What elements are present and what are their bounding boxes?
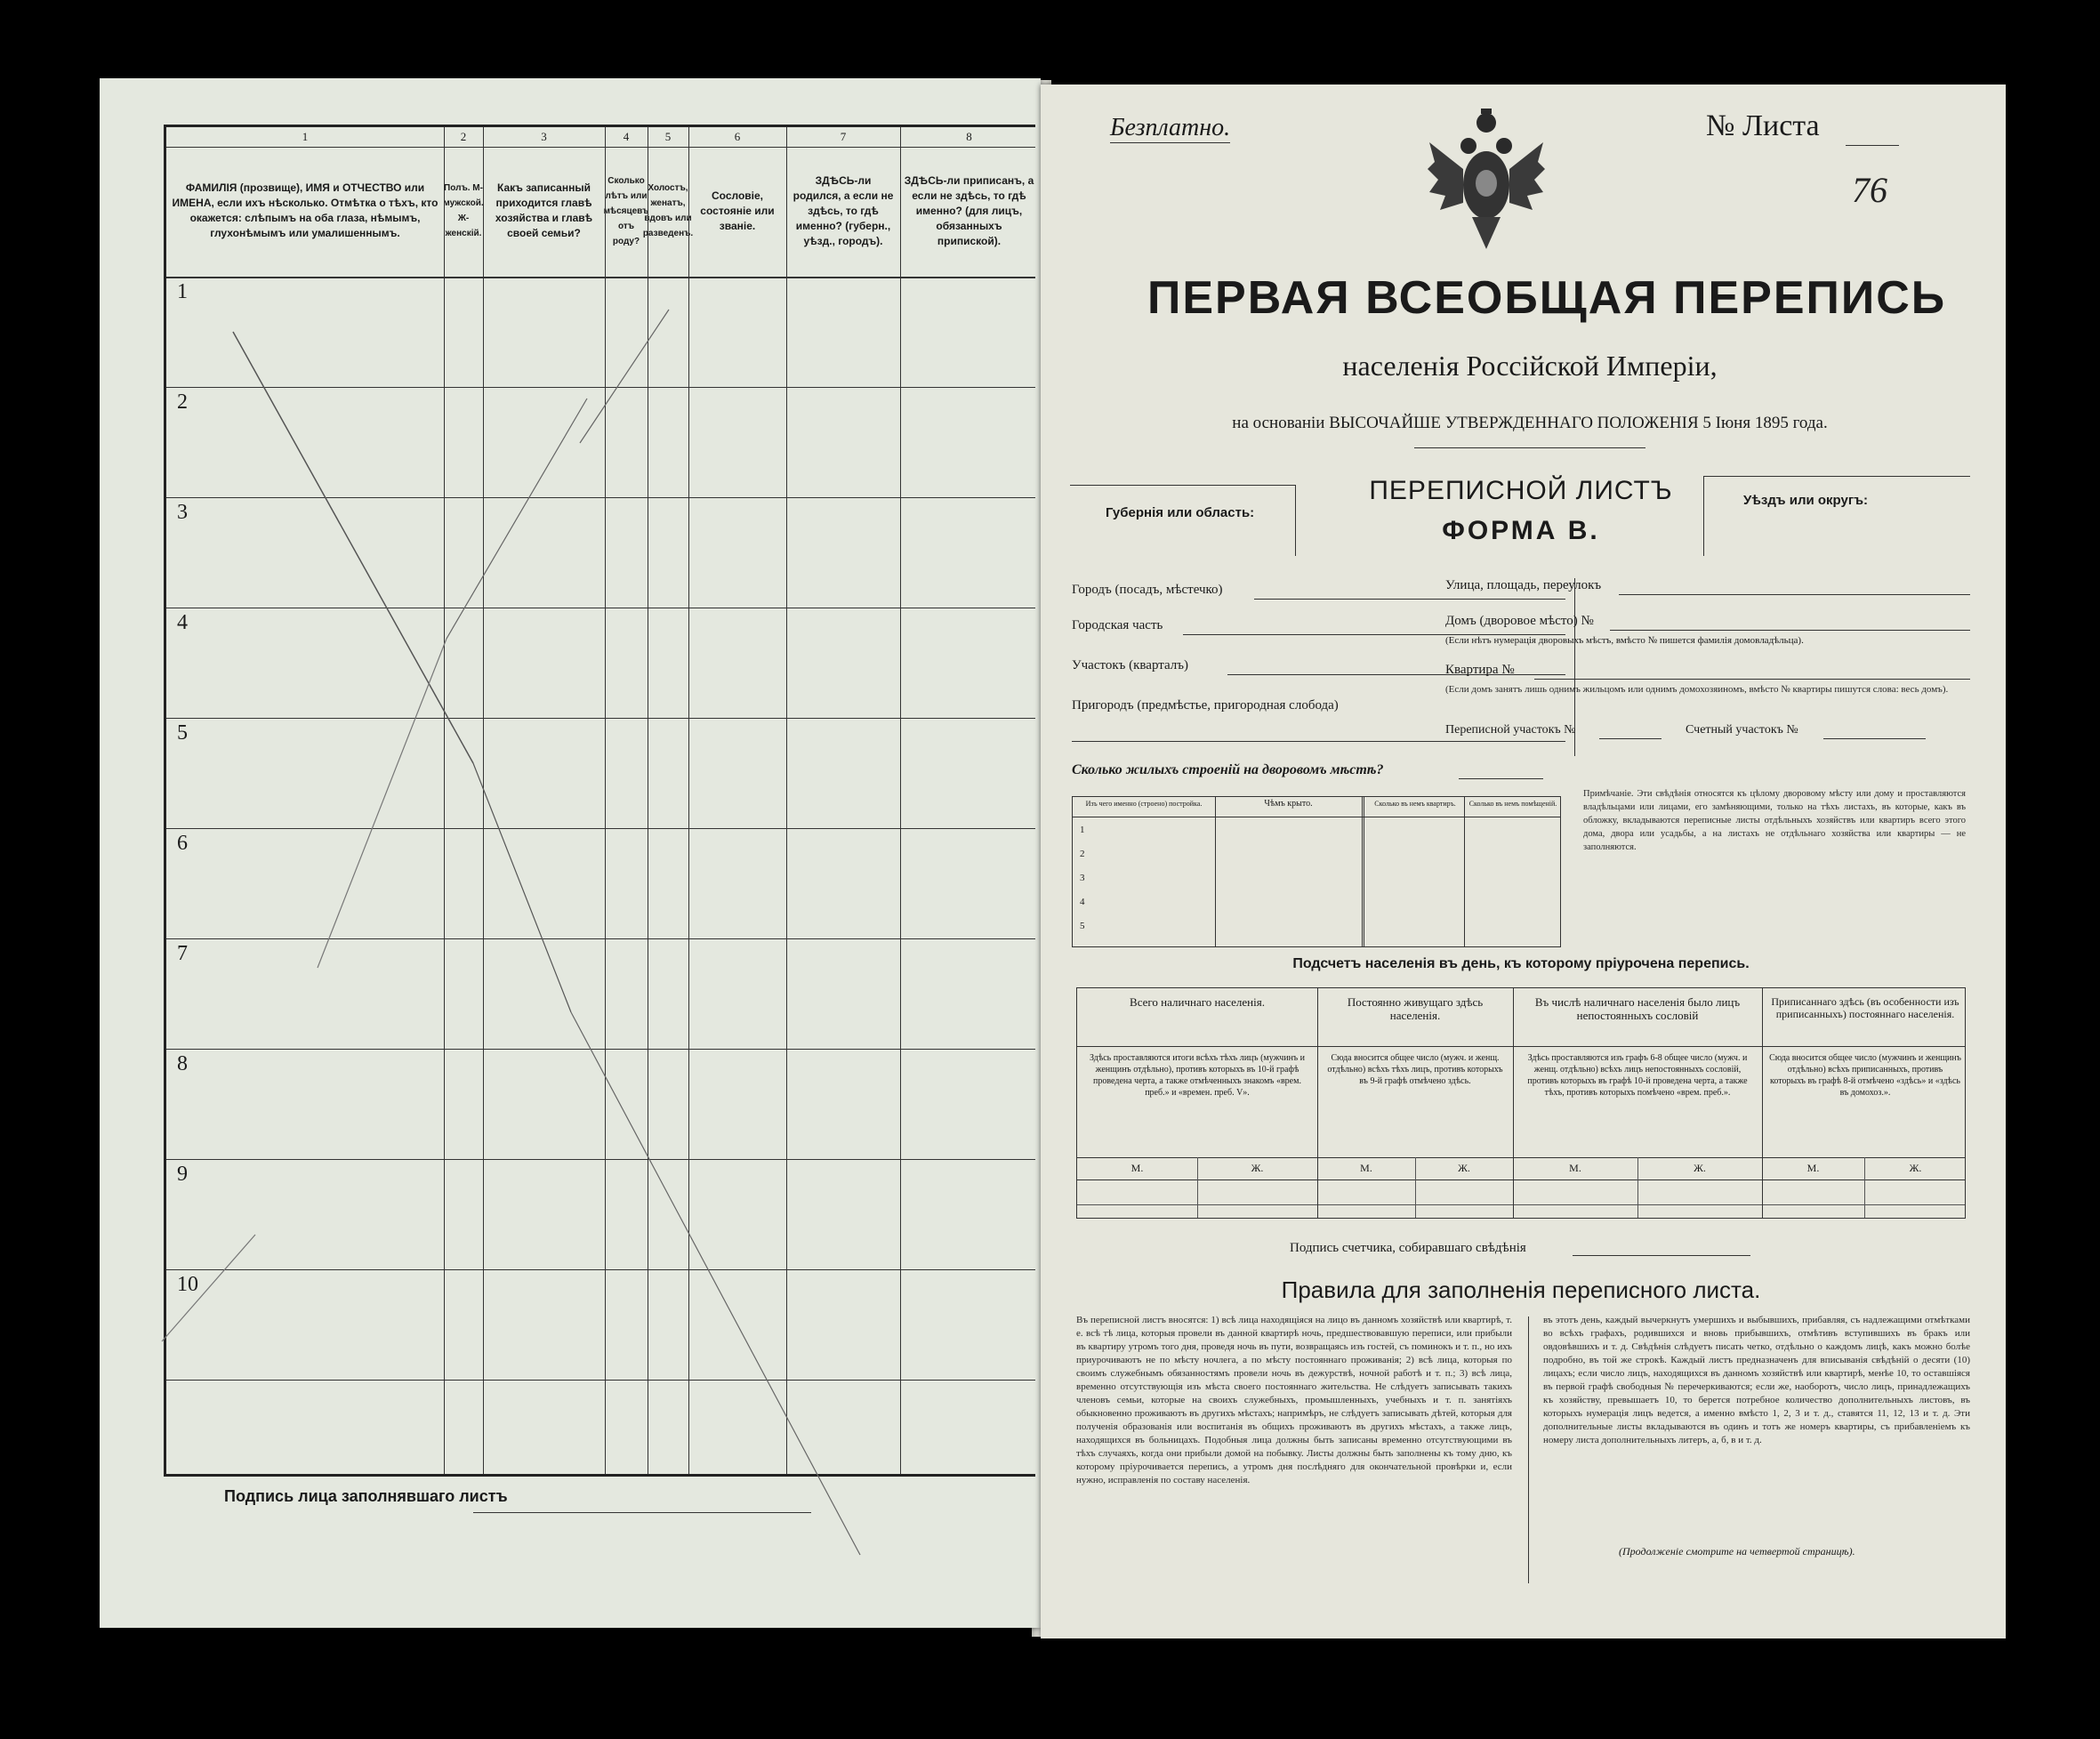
row-number: 10 xyxy=(177,1273,198,1296)
tally-body-permanent: Сюда вносится общее число (мужч. и женщ. отдѣльно) всѣхъ тѣхъ лицъ, противъ которыхъ въ 9-й графѣ отмѣчено здѣсь. xyxy=(1327,1053,1503,1086)
address-apartment-note: (Если домъ занятъ лишь однимъ жильцомъ или однимъ домохозяиномъ, вмѣсто № квартиры пишутся слова: весь домъ). xyxy=(1445,684,1949,695)
form-title: ПЕРЕПИСНОЙ ЛИСТЪ xyxy=(1369,476,1673,505)
address-apartment: Квартира № xyxy=(1445,663,1515,677)
imperial-eagle-icon xyxy=(1426,107,1547,258)
header-registration: ЗДѢСЬ-ли приписанъ, а если не здѣсь, то гдѣ именно? (для лицъ, обязанныхъ припиской). xyxy=(904,173,1034,247)
row-number: 6 xyxy=(177,832,188,855)
row-number: 5 xyxy=(177,721,188,745)
column-number: 4 xyxy=(623,130,630,143)
rules-continued-note: (Продолженіе смотрите на четвертой страницѣ). xyxy=(1619,1545,1855,1558)
address-street: Улица, площадь, переулокъ xyxy=(1445,578,1602,592)
basis-line: на основаніи ВЫСОЧАЙШЕ УТВЕРЖДЕННАГО ПОЛОЖЕНІЯ 5 Іюня 1895 года. xyxy=(1232,414,1828,432)
header-relation: Какъ записанный приходится главѣ хозяйства и главѣ своей семьи? xyxy=(495,181,593,239)
address-house: Домъ (дворовое мѣсто) № xyxy=(1445,614,1594,628)
column-number: 8 xyxy=(966,130,972,143)
buildings-question: Сколько жилыхъ строеній на дворовомъ мѣстѣ? xyxy=(1072,762,1384,777)
row-number: 2 xyxy=(177,390,188,414)
tally-body-nonpermanent: Здѣсь проставляются изъ графъ 6-8 общее число (мужч. и женщ. отдѣльно) всѣхъ лицъ непостоянныхъ сословій, противъ которыхъ въ графѣ 10-й проведена черта, а также тѣхъ, противъ которыхъ помѣчено «врем. преб.». xyxy=(1527,1053,1748,1098)
signature-line xyxy=(473,1512,811,1513)
buildings-header: Чѣмъ крыто. xyxy=(1264,799,1313,809)
tally-head-registered: Приписаннаго здѣсь (въ особенности изъ приписанныхъ) постояннаго населенія. xyxy=(1771,995,1959,1020)
tally-sex-label: Ж. xyxy=(1251,1162,1264,1174)
column-number: 5 xyxy=(664,130,672,143)
address-census-section: Переписной участокъ № xyxy=(1445,723,1576,737)
buildings-row: 2 xyxy=(1080,849,1085,859)
province-box xyxy=(1070,485,1296,556)
column-number: 6 xyxy=(734,130,741,143)
rules-title: Правила для заполненія переписного листа. xyxy=(1281,1276,1761,1303)
tally-body-registered: Сюда вносится общее число (мужчинъ и женщинъ отдѣльно) всѣхъ приписанныхъ, противъ которыхъ въ графѣ 8-й отмѣчено «здѣсь» и «здѣсь въ домохоз.». xyxy=(1769,1053,1961,1098)
column-number: 3 xyxy=(541,130,547,143)
buildings-header: Сколько въ немъ квартиръ. xyxy=(1374,800,1456,808)
province-label: Губернія или область: xyxy=(1106,505,1255,520)
pencil-strike-lines xyxy=(100,78,1041,1628)
tally-head-permanent: Постоянно живущаго здѣсь населенія. xyxy=(1347,995,1484,1022)
rules-left-column: Въ переписной листъ вносятся: 1) всѣ лица находящіяся на лицо въ данномъ хозяйствѣ или квартирѣ, т. е. всѣ тѣ лица, которыя провели въ данной квартирѣ ночь, предшествовавшую переписи, или прибыли въ квартиру утромъ того дня, проведя ночь въ пути, возвращаясь изъ гостей, съ поминокъ и т. п., но ихъ приурочиваютъ не по мѣсту ночлега, а по мѣсту постояннаго проживанія; 2) всѣ лица, которыя по своимъ служебнымъ обязанностямъ провели ночь въ дежурствѣ, ночной работѣ и т. п.; 3) всѣ лица, временно отсутствующія изъ мѣста своего постояннаго жительства. Не слѣдуетъ записывать такихъ членовъ семьи, которые на своихъ служебныхъ, промышленныхъ, учебныхъ и т. п. занятіяхъ обыкновенно проживаютъ въ другихъ мѣстахъ; напримѣръ, не слѣдуетъ записывать дѣтей, которыя для полученія образованія или воспитанія въ общихъ проживаютъ въ другихъ мѣстахъ, а также лицъ, находящихся въ больницахъ. Подобныя лица должны быть записаны временно отсутствующими въ тѣхъ случаяхъ, когда они прибыли домой на побывку. Листы должны быть заполнены къ тому дню, къ которому пріурочивается перепись, а утромъ дня послѣдняго для окончательной провѣрки и, если нужно, исправленія по составу населенія. xyxy=(1076,1315,1512,1485)
address-precinct: Участокъ (кварталъ) xyxy=(1072,658,1189,672)
header-age: Сколько лѣтъ или мѣсяцевъ отъ роду? xyxy=(603,175,649,246)
district-label: Уѣздъ или округъ: xyxy=(1743,493,1869,508)
address-city-part: Городская часть xyxy=(1072,618,1163,632)
address-city: Городъ (посадъ, мѣстечко) xyxy=(1072,583,1223,597)
header-marital: Холостъ, женатъ, вдовъ или разведенъ. xyxy=(642,183,694,238)
tally-sex-label: М. xyxy=(1806,1162,1820,1174)
row-number: 1 xyxy=(177,280,188,303)
header-name: ФАМИЛІЯ (прозвище), ИМЯ и ОТЧЕСТВО или ИМЕНА, если ихъ нѣсколько. Отмѣтка о тѣхъ, кто окажется: слѣпымъ на оба глаза, нѣмымъ, глухонѣмымъ или умалишеннымъ. xyxy=(172,181,439,239)
buildings-header: Сколько въ немъ помѣщеній. xyxy=(1468,800,1557,808)
address-suburb: Пригородъ (предмѣстье, пригородная слобода) xyxy=(1072,698,1339,713)
column-number: 2 xyxy=(460,130,467,143)
tally-sex-label: Ж. xyxy=(1458,1162,1470,1174)
row-number: 8 xyxy=(177,1052,188,1075)
district-box xyxy=(1703,476,1970,556)
page-subtitle: населенія Россійской Имперіи, xyxy=(1342,350,1718,382)
row-number: 9 xyxy=(177,1163,188,1186)
free-label: Безплатно. xyxy=(1110,114,1231,141)
buildings-row: 3 xyxy=(1080,873,1085,883)
address-house-note: (Если нѣтъ нумерація дворовыхъ мѣстъ, вмѣсто № пишется фамилія домовладѣльца). xyxy=(1445,635,1804,646)
rules-divider xyxy=(1528,1316,1529,1583)
row-number: 7 xyxy=(177,942,188,965)
signature-label: Подпись лица заполнявшаго листъ xyxy=(224,1487,508,1505)
page-title: ПЕРВАЯ ВСЕОБЩАЯ ПЕРЕПИСЬ xyxy=(1147,272,1947,324)
column-number: 7 xyxy=(840,130,847,143)
tally-title: Подсчетъ населенія въ день, къ которому пріурочена перепись. xyxy=(1292,956,1750,971)
enumerator-signature-label: Подпись счетчика, собиравшаго свѣдѣнія xyxy=(1290,1241,1526,1255)
row-number: 4 xyxy=(177,611,188,634)
form-letter: ФОРМА В. xyxy=(1442,516,1600,545)
buildings-header: Изъ чего именно (строено) постройка. xyxy=(1085,800,1203,808)
divider xyxy=(1414,447,1645,448)
left-page xyxy=(100,78,1041,1628)
sheet-number-handwritten: 76 xyxy=(1852,170,1887,210)
tally-sex-label: Ж. xyxy=(1909,1162,1922,1174)
sheet-number-label: № Листа xyxy=(1706,109,1820,142)
address-count-section: Счетный участокъ № xyxy=(1686,723,1798,737)
header-birthplace: ЗДѢСЬ-ли родился, а если не здѣсь, то гдѣ именно? (губерн., уѣзд., городъ). xyxy=(793,173,894,247)
column-number: 1 xyxy=(302,130,309,143)
buildings-row: 5 xyxy=(1080,921,1085,931)
buildings-row: 4 xyxy=(1080,897,1085,907)
tally-body-total: Здѣсь проставляются итоги всѣхъ тѣхъ лицъ (мужчинъ и женщинъ отдѣльно), противъ которыхъ въ 10-й графѣ проведена черта, а также отмѣченныхъ знакомъ «врем. преб.» и «времен. преб. V». xyxy=(1089,1053,1306,1098)
tally-sex-label: М. xyxy=(1569,1162,1581,1174)
tally-head-nonpermanent: Въ числѣ наличнаго населенія было лицъ непостоянныхъ сословій xyxy=(1534,995,1741,1022)
tally-table xyxy=(1076,987,1966,1219)
header-estate: Сословіе, состояніе или званіе. xyxy=(700,189,775,232)
row-number: 3 xyxy=(177,501,188,524)
buildings-table xyxy=(1072,796,1561,947)
header-sex: Полъ. М-мужской. Ж-женскій. xyxy=(443,183,484,238)
right-page xyxy=(1041,85,2006,1638)
tally-head-total: Всего наличнаго населенія. xyxy=(1130,995,1265,1009)
tally-sex-label: М. xyxy=(1130,1162,1144,1174)
sheet-number-line xyxy=(1846,145,1899,146)
buildings-note: Примѣчаніе. Эти свѣдѣнія относятся къ цѣлому дворовому мѣсту или дому и проставляются владѣльцами или лицами, его замѣняющими, только на тѣхъ листахъ, въ которые, какъ въ обложку, вкладываются переписные листы отдѣльныхъ хозяйствъ или квартиръ всего этого дома, двора или усадьбы, а на листахъ не отдѣльнаго хозяйства или квартиры — не заполняются. xyxy=(1583,789,1966,852)
buildings-row: 1 xyxy=(1080,825,1085,835)
tally-sex-label: М. xyxy=(1360,1162,1372,1174)
rules-right-column: въ этотъ день, каждый вычеркнутъ умершихъ и выбывшихъ, прибавляя, съ надлежащими отмѣтками во всѣхъ графахъ, родившихся и вновь прибывшихъ, отмѣтивъ вступившихъ въ бракъ или овдовѣвшихъ и т. д. Свѣдѣнія слѣдуетъ писать четко, отдѣльно о каждомъ лицѣ, какъ можно болѣе подробно, въ той же строкѣ. Каждый листъ предназначенъ для вписыванія свѣдѣній о десяти (10) лицахъ; если число лицъ, находящихся въ данномъ хозяйствѣ или квартирѣ, менѣе 10, то оставшіяся въ первой графѣ свободныя № перечеркиваются; если же, наоборотъ, число лицъ, принадлежащихъ къ хозяйству, превышаетъ 10, то берется потребное количество дополнительныхъ листовъ, въ которыхъ нумерація лицъ ведется, а именно вмѣсто 1, 2, 3 и т. д., ставятся 11, 12, 13 и т. д. Эти дополнительные листы вкладываются въ одинъ и тотъ же номеръ квартиры, съ прибавленіемъ къ номеру листа дополнительныхъ литеръ, а, б, в и т. д. xyxy=(1543,1315,1970,1445)
tally-sex-label: Ж. xyxy=(1694,1162,1706,1174)
